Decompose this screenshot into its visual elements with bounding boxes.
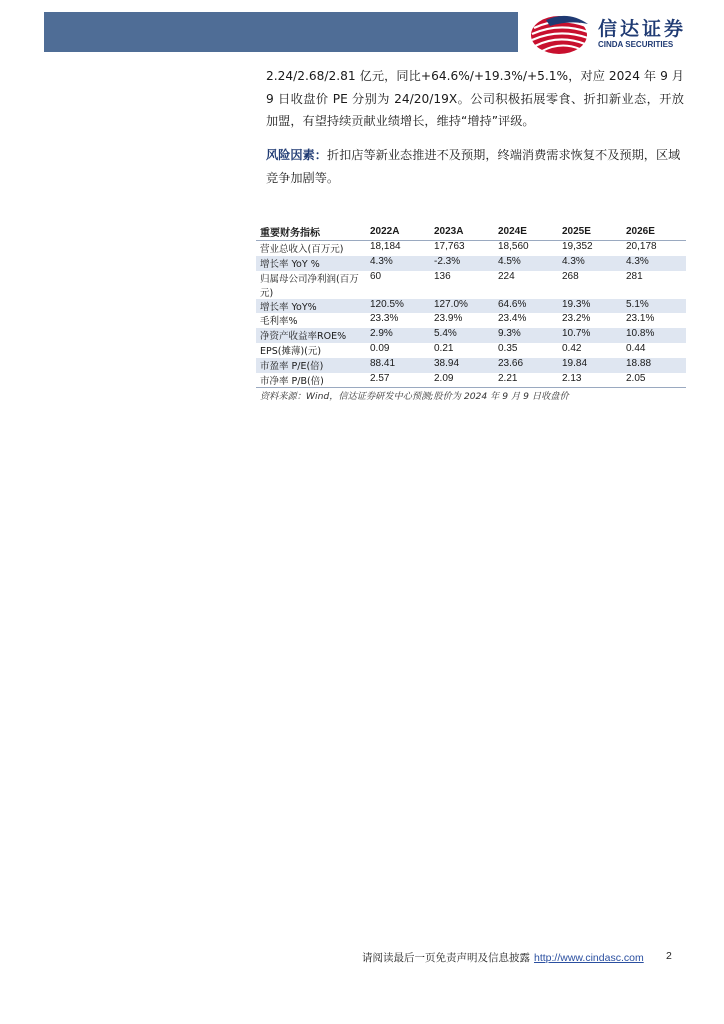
row-label: 毛利率% — [260, 316, 298, 328]
table-cell: 38.94 — [430, 358, 494, 373]
header-year: 2023A — [430, 222, 494, 241]
table-cell: 4.5% — [494, 256, 558, 271]
financial-indicators-table — [256, 222, 686, 388]
table-cell: 19,352 — [562, 241, 593, 252]
website-link[interactable]: http://www.cindasc.com — [534, 952, 644, 964]
table-cell: 136 — [434, 270, 451, 282]
table-cell: 19.84 — [558, 358, 622, 373]
risk-text: 折扣店等新业态推进不及预期，终端消费需求恢复不及预期，区域竞争加剧等。 — [266, 148, 681, 185]
table-cell: 2.21 — [494, 373, 558, 388]
table-row — [256, 373, 686, 388]
table-cell: 23.66 — [494, 358, 558, 373]
table-cell: 20,178 — [626, 241, 657, 252]
table-row — [256, 343, 686, 358]
table-cell: 18,184 — [370, 241, 401, 252]
header-year: 2022A — [366, 222, 430, 241]
table-cell: 19.3% — [558, 299, 622, 314]
footer-disclaimer — [362, 950, 644, 965]
table-cell: -2.3% — [430, 256, 494, 271]
table-cell: 10.7% — [558, 328, 622, 343]
table-row — [256, 256, 686, 271]
table-cell: 17,763 — [434, 241, 465, 252]
table-row — [256, 313, 686, 328]
row-label: 市净率 P/B(倍) — [256, 373, 366, 388]
disclaimer-text: 请阅读最后一页免责声明及信息披露 — [362, 952, 530, 964]
header-year: 2025E — [558, 222, 622, 241]
table-cell: 4.3% — [622, 256, 686, 271]
table-cell: 60 — [370, 270, 382, 282]
table-cell: 23.3% — [370, 313, 399, 325]
table-cell: 4.3% — [558, 256, 622, 271]
table-cell: 23.4% — [498, 313, 527, 325]
table-cell: 9.3% — [494, 328, 558, 343]
table-cell: 23.2% — [562, 313, 591, 325]
row-label: 归属母公司净利润(百万元) — [260, 273, 359, 299]
table-cell: 2.09 — [430, 373, 494, 388]
header-bar — [44, 12, 518, 52]
table-row — [256, 241, 686, 256]
table-cell: 5.4% — [430, 328, 494, 343]
risk-title: 风险因素： — [266, 148, 327, 162]
table-cell: 2.9% — [366, 328, 430, 343]
table-cell: 5.1% — [622, 299, 686, 314]
table-cell: 18.88 — [622, 358, 686, 373]
table-cell: 0.44 — [626, 342, 646, 354]
table-cell: 224 — [498, 270, 515, 282]
table-cell: 2.13 — [558, 373, 622, 388]
table-cell: 0.42 — [562, 342, 582, 354]
table-cell: 4.3% — [366, 256, 430, 271]
table-cell: 23.9% — [434, 313, 463, 325]
row-label: 净资产收益率ROE% — [256, 328, 366, 343]
table-cell: 0.09 — [370, 342, 390, 354]
table-cell: 0.21 — [434, 342, 454, 354]
table-row — [256, 358, 686, 373]
header-year: 2026E — [622, 222, 686, 241]
row-label: 营业总收入(百万元) — [260, 244, 344, 255]
table-row — [256, 299, 686, 314]
logo-chinese-name: 信达证券 — [598, 18, 687, 40]
table-row — [256, 271, 686, 299]
table-cell: 120.5% — [366, 299, 430, 314]
table-cell: 0.35 — [498, 342, 518, 354]
table-header-row — [256, 222, 686, 241]
table-cell: 281 — [626, 270, 643, 282]
table-cell: 88.41 — [366, 358, 430, 373]
cinda-globe-icon — [528, 12, 590, 56]
risk-paragraph — [266, 144, 684, 189]
page-number: 2 — [666, 950, 672, 962]
logo-english-name: CINDA SECURITIES — [598, 40, 674, 49]
table-cell: 23.1% — [626, 313, 655, 325]
header-indicator: 重要财务指标 — [256, 222, 366, 241]
table-cell: 2.57 — [366, 373, 430, 388]
row-label: 市盈率 P/E(倍) — [256, 358, 366, 373]
table-cell: 2.05 — [622, 373, 686, 388]
table-cell: 127.0% — [430, 299, 494, 314]
table-row — [256, 328, 686, 343]
table-cell: 18,560 — [498, 241, 529, 252]
header-year: 2024E — [494, 222, 558, 241]
table-source-note: 资料来源：Wind，信达证券研发中心预测;股价为 2024 年 9 月 9 日收盘价 — [260, 391, 569, 402]
valuation-paragraph: 2.24/2.68/2.81 亿元，同比+64.6%/+19.3%/+5.1%，对应 2024 年 9 月 9 日收盘价 PE 分别为 24/20/19X。公司积极拓展零食、折扣新业态，开放加盟，有望持续贡献业绩增长，维持“增持”评级。 — [266, 69, 684, 128]
table-cell: 10.8% — [622, 328, 686, 343]
table-cell: 64.6% — [494, 299, 558, 314]
table-body — [256, 241, 686, 388]
company-logo — [528, 10, 698, 56]
table-cell: 268 — [562, 270, 579, 282]
row-label: 增长率 YoY % — [256, 256, 366, 271]
row-label: 增长率 YoY% — [256, 299, 366, 314]
row-label: EPS(摊薄)(元) — [260, 345, 322, 357]
